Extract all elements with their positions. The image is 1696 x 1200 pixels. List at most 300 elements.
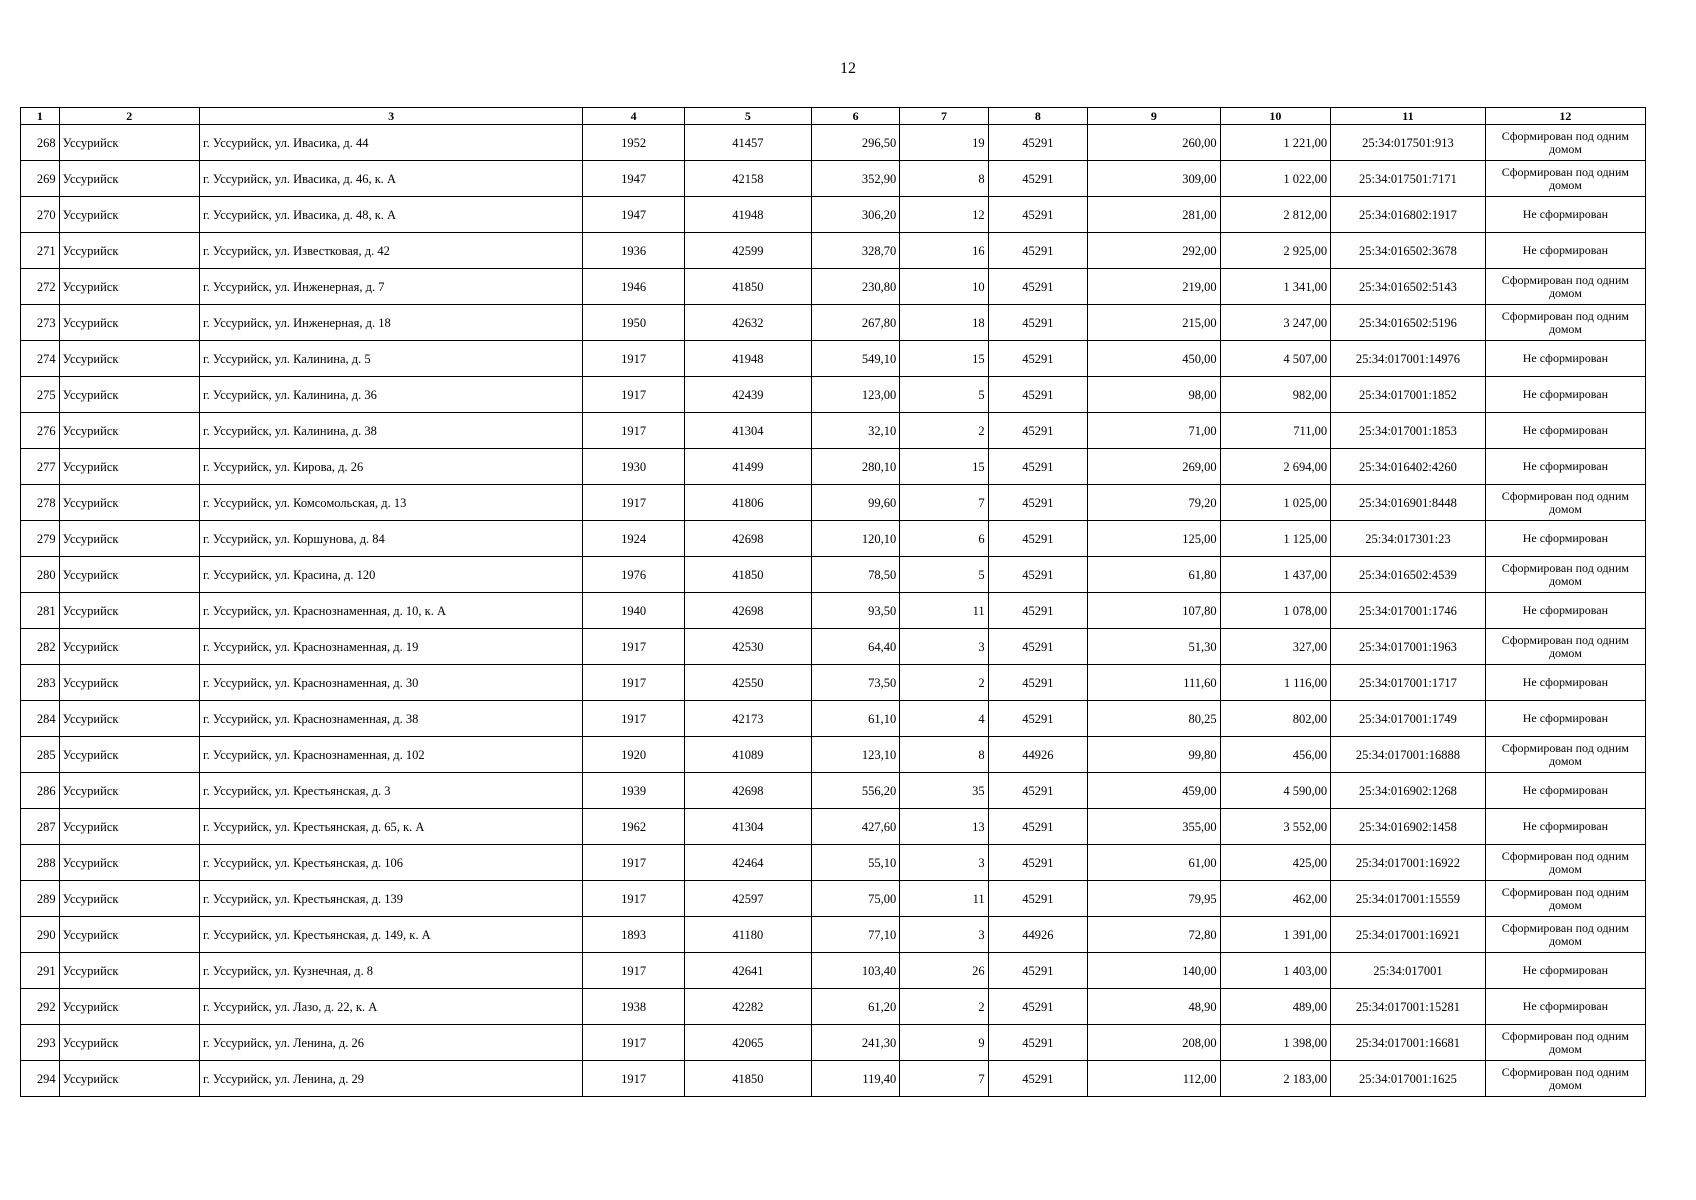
cell-code-5: 42632 — [684, 305, 811, 341]
column-header-10: 10 — [1220, 108, 1330, 125]
cell-value-10: 4 507,00 — [1220, 341, 1330, 377]
cell-address: г. Уссурийск, ул. Крестьянская, д. 139 — [199, 881, 582, 917]
cell-cadastral-number: 25:34:017501:7171 — [1331, 161, 1486, 197]
cell-area-6: 77,10 — [811, 917, 899, 953]
cell-cadastral-number: 25:34:016502:5196 — [1331, 305, 1486, 341]
cell-area-9: 140,00 — [1088, 953, 1221, 989]
cell-year: 1950 — [583, 305, 685, 341]
cell-row-number: 275 — [21, 377, 60, 413]
cell-row-number: 287 — [21, 809, 60, 845]
cell-value-10: 1 437,00 — [1220, 557, 1330, 593]
cell-code-5: 41304 — [684, 413, 811, 449]
cell-area-9: 79,95 — [1088, 881, 1221, 917]
table-row — [21, 341, 1646, 377]
cell-count-7: 19 — [900, 125, 988, 161]
cell-address: г. Уссурийск, ул. Коршунова, д. 84 — [199, 521, 582, 557]
cell-land-status: Сформирован под одним домом — [1485, 845, 1645, 881]
cell-address: г. Уссурийск, ул. Краснознаменная, д. 102 — [199, 737, 582, 773]
cell-count-7: 3 — [900, 917, 988, 953]
cell-year: 1920 — [583, 737, 685, 773]
cell-area-9: 281,00 — [1088, 197, 1221, 233]
cell-city: Уссурийск — [59, 593, 199, 629]
cell-city: Уссурийск — [59, 485, 199, 521]
cell-city: Уссурийск — [59, 737, 199, 773]
cell-area-6: 123,00 — [811, 377, 899, 413]
cell-cadastral-number: 25:34:016502:5143 — [1331, 269, 1486, 305]
cell-address: г. Уссурийск, ул. Краснознаменная, д. 10, к. А — [199, 593, 582, 629]
cell-city: Уссурийск — [59, 701, 199, 737]
table-row — [21, 737, 1646, 773]
cell-city: Уссурийск — [59, 377, 199, 413]
cell-code-8: 45291 — [988, 269, 1087, 305]
column-header-3: 3 — [199, 108, 582, 125]
cell-code-8: 45291 — [988, 773, 1087, 809]
cell-code-5: 42599 — [684, 233, 811, 269]
cell-land-status: Сформирован под одним домом — [1485, 737, 1645, 773]
cell-city: Уссурийск — [59, 953, 199, 989]
cell-count-7: 8 — [900, 737, 988, 773]
cell-code-5: 41850 — [684, 269, 811, 305]
cell-address: г. Уссурийск, ул. Известковая, д. 42 — [199, 233, 582, 269]
cell-area-6: 296,50 — [811, 125, 899, 161]
table-row — [21, 773, 1646, 809]
table-body — [21, 125, 1646, 1097]
cell-code-5: 41806 — [684, 485, 811, 521]
cell-value-10: 2 812,00 — [1220, 197, 1330, 233]
cell-row-number: 269 — [21, 161, 60, 197]
cell-area-9: 260,00 — [1088, 125, 1221, 161]
cell-row-number: 285 — [21, 737, 60, 773]
cell-code-8: 45291 — [988, 305, 1087, 341]
cell-area-9: 112,00 — [1088, 1061, 1221, 1097]
cell-cadastral-number: 25:34:016902:1268 — [1331, 773, 1486, 809]
cell-area-9: 98,00 — [1088, 377, 1221, 413]
cell-city: Уссурийск — [59, 449, 199, 485]
cell-area-9: 71,00 — [1088, 413, 1221, 449]
cell-code-8: 45291 — [988, 485, 1087, 521]
table-row — [21, 809, 1646, 845]
cell-land-status: Сформирован под одним домом — [1485, 1061, 1645, 1097]
cell-year: 1939 — [583, 773, 685, 809]
cell-address: г. Уссурийск, ул. Крестьянская, д. 65, к. А — [199, 809, 582, 845]
cell-land-status: Сформирован под одним домом — [1485, 161, 1645, 197]
column-header-12: 12 — [1485, 108, 1645, 125]
cell-count-7: 6 — [900, 521, 988, 557]
cell-area-6: 119,40 — [811, 1061, 899, 1097]
cell-land-status: Сформирован под одним домом — [1485, 1025, 1645, 1061]
cell-land-status: Не сформирован — [1485, 665, 1645, 701]
cell-address: г. Уссурийск, ул. Ленина, д. 29 — [199, 1061, 582, 1097]
column-header-11: 11 — [1331, 108, 1486, 125]
cell-land-status: Сформирован под одним домом — [1485, 629, 1645, 665]
cell-count-7: 5 — [900, 377, 988, 413]
cell-year: 1917 — [583, 845, 685, 881]
cell-cadastral-number: 25:34:017001:14976 — [1331, 341, 1486, 377]
cell-address: г. Уссурийск, ул. Комсомольская, д. 13 — [199, 485, 582, 521]
cell-value-10: 711,00 — [1220, 413, 1330, 449]
cell-code-8: 45291 — [988, 953, 1087, 989]
cell-area-6: 123,10 — [811, 737, 899, 773]
cell-cadastral-number: 25:34:016901:8448 — [1331, 485, 1486, 521]
cell-city: Уссурийск — [59, 665, 199, 701]
cell-row-number: 268 — [21, 125, 60, 161]
cell-address: г. Уссурийск, ул. Калинина, д. 36 — [199, 377, 582, 413]
cell-address: г. Уссурийск, ул. Крестьянская, д. 106 — [199, 845, 582, 881]
cell-value-10: 1 078,00 — [1220, 593, 1330, 629]
cell-city: Уссурийск — [59, 1025, 199, 1061]
table-row — [21, 953, 1646, 989]
cell-year: 1946 — [583, 269, 685, 305]
cell-address: г. Уссурийск, ул. Ленина, д. 26 — [199, 1025, 582, 1061]
cell-row-number: 273 — [21, 305, 60, 341]
cell-code-5: 41499 — [684, 449, 811, 485]
cell-address: г. Уссурийск, ул. Лазо, д. 22, к. А — [199, 989, 582, 1025]
cell-cadastral-number: 25:34:017501:913 — [1331, 125, 1486, 161]
cell-area-6: 280,10 — [811, 449, 899, 485]
table-row — [21, 233, 1646, 269]
cell-land-status: Не сформирован — [1485, 341, 1645, 377]
cell-code-8: 45291 — [988, 665, 1087, 701]
cell-address: г. Уссурийск, ул. Кузнечная, д. 8 — [199, 953, 582, 989]
cell-code-8: 45291 — [988, 701, 1087, 737]
cell-land-status: Не сформирован — [1485, 413, 1645, 449]
table-row — [21, 197, 1646, 233]
cell-year: 1917 — [583, 1025, 685, 1061]
cell-cadastral-number: 25:34:016502:3678 — [1331, 233, 1486, 269]
cell-value-10: 1 403,00 — [1220, 953, 1330, 989]
cell-code-8: 45291 — [988, 881, 1087, 917]
cell-area-6: 78,50 — [811, 557, 899, 593]
cell-value-10: 462,00 — [1220, 881, 1330, 917]
cell-year: 1938 — [583, 989, 685, 1025]
cell-code-5: 42173 — [684, 701, 811, 737]
cell-count-7: 13 — [900, 809, 988, 845]
cell-code-5: 41850 — [684, 557, 811, 593]
table-row — [21, 917, 1646, 953]
cell-value-10: 2 183,00 — [1220, 1061, 1330, 1097]
table-row — [21, 305, 1646, 341]
cell-code-8: 44926 — [988, 917, 1087, 953]
cell-address: г. Уссурийск, ул. Краснознаменная, д. 38 — [199, 701, 582, 737]
cell-land-status: Не сформирован — [1485, 593, 1645, 629]
cell-land-status: Сформирован под одним домом — [1485, 917, 1645, 953]
cell-area-6: 427,60 — [811, 809, 899, 845]
cell-cadastral-number: 25:34:017001:1963 — [1331, 629, 1486, 665]
cell-year: 1962 — [583, 809, 685, 845]
cell-city: Уссурийск — [59, 557, 199, 593]
column-header-6: 6 — [811, 108, 899, 125]
cell-value-10: 802,00 — [1220, 701, 1330, 737]
table-row — [21, 557, 1646, 593]
cell-area-9: 269,00 — [1088, 449, 1221, 485]
cell-address: г. Уссурийск, ул. Инженерная, д. 18 — [199, 305, 582, 341]
cell-value-10: 1 022,00 — [1220, 161, 1330, 197]
cell-code-5: 42597 — [684, 881, 811, 917]
cell-code-5: 42439 — [684, 377, 811, 413]
cell-land-status: Не сформирован — [1485, 989, 1645, 1025]
cell-code-5: 41948 — [684, 341, 811, 377]
cell-area-9: 79,20 — [1088, 485, 1221, 521]
cell-area-9: 215,00 — [1088, 305, 1221, 341]
table-row — [21, 881, 1646, 917]
column-header-2: 2 — [59, 108, 199, 125]
cell-land-status: Сформирован под одним домом — [1485, 557, 1645, 593]
cell-row-number: 288 — [21, 845, 60, 881]
cell-year: 1976 — [583, 557, 685, 593]
cell-row-number: 271 — [21, 233, 60, 269]
cell-cadastral-number: 25:34:016802:1917 — [1331, 197, 1486, 233]
cell-area-6: 64,40 — [811, 629, 899, 665]
cell-address: г. Уссурийск, ул. Инженерная, д. 7 — [199, 269, 582, 305]
cell-year: 1917 — [583, 485, 685, 521]
cell-area-6: 549,10 — [811, 341, 899, 377]
cell-land-status: Не сформирован — [1485, 701, 1645, 737]
table-row — [21, 1025, 1646, 1061]
cell-city: Уссурийск — [59, 233, 199, 269]
cell-area-9: 107,80 — [1088, 593, 1221, 629]
cell-area-9: 99,80 — [1088, 737, 1221, 773]
cell-row-number: 282 — [21, 629, 60, 665]
column-header-9: 9 — [1088, 108, 1221, 125]
cell-count-7: 8 — [900, 161, 988, 197]
cell-code-8: 45291 — [988, 989, 1087, 1025]
cell-land-status: Сформирован под одним домом — [1485, 125, 1645, 161]
table-row — [21, 845, 1646, 881]
cell-area-6: 73,50 — [811, 665, 899, 701]
cell-address: г. Уссурийск, ул. Крестьянская, д. 3 — [199, 773, 582, 809]
cell-code-5: 42530 — [684, 629, 811, 665]
cell-year: 1893 — [583, 917, 685, 953]
table-row — [21, 413, 1646, 449]
cell-land-status: Не сформирован — [1485, 197, 1645, 233]
cell-code-8: 45291 — [988, 845, 1087, 881]
cell-row-number: 284 — [21, 701, 60, 737]
cell-land-status: Сформирован под одним домом — [1485, 305, 1645, 341]
cell-code-5: 41850 — [684, 1061, 811, 1097]
table-row — [21, 701, 1646, 737]
cell-count-7: 7 — [900, 1061, 988, 1097]
cell-count-7: 15 — [900, 341, 988, 377]
cell-area-6: 230,80 — [811, 269, 899, 305]
page-number: 12 — [840, 60, 856, 77]
cell-year: 1947 — [583, 197, 685, 233]
table-row — [21, 521, 1646, 557]
table-row — [21, 449, 1646, 485]
cell-year: 1947 — [583, 161, 685, 197]
cell-row-number: 289 — [21, 881, 60, 917]
cell-code-8: 45291 — [988, 1025, 1087, 1061]
cell-code-5: 41304 — [684, 809, 811, 845]
cell-row-number: 278 — [21, 485, 60, 521]
cell-area-6: 61,10 — [811, 701, 899, 737]
cell-area-6: 120,10 — [811, 521, 899, 557]
cell-land-status: Не сформирован — [1485, 233, 1645, 269]
cell-code-8: 45291 — [988, 629, 1087, 665]
cell-cadastral-number: 25:34:017001:1717 — [1331, 665, 1486, 701]
cell-address: г. Уссурийск, ул. Калинина, д. 5 — [199, 341, 582, 377]
cell-value-10: 1 025,00 — [1220, 485, 1330, 521]
cell-row-number: 272 — [21, 269, 60, 305]
cell-row-number: 277 — [21, 449, 60, 485]
cell-land-status: Сформирован под одним домом — [1485, 881, 1645, 917]
cell-row-number: 283 — [21, 665, 60, 701]
cell-code-8: 45291 — [988, 521, 1087, 557]
cell-count-7: 3 — [900, 845, 988, 881]
cell-count-7: 18 — [900, 305, 988, 341]
cell-code-8: 45291 — [988, 161, 1087, 197]
cell-count-7: 2 — [900, 665, 988, 701]
cell-row-number: 292 — [21, 989, 60, 1025]
cell-area-6: 61,20 — [811, 989, 899, 1025]
cell-year: 1917 — [583, 341, 685, 377]
cell-land-status: Не сформирован — [1485, 449, 1645, 485]
cell-address: г. Уссурийск, ул. Краснознаменная, д. 30 — [199, 665, 582, 701]
cell-cadastral-number: 25:34:016402:4260 — [1331, 449, 1486, 485]
cell-area-9: 208,00 — [1088, 1025, 1221, 1061]
cell-row-number: 294 — [21, 1061, 60, 1097]
cell-code-8: 45291 — [988, 197, 1087, 233]
cell-value-10: 489,00 — [1220, 989, 1330, 1025]
cell-area-9: 219,00 — [1088, 269, 1221, 305]
column-header-4: 4 — [583, 108, 685, 125]
cell-city: Уссурийск — [59, 845, 199, 881]
cell-land-status: Сформирован под одним домом — [1485, 269, 1645, 305]
cell-code-5: 41457 — [684, 125, 811, 161]
table-row — [21, 377, 1646, 413]
cell-year: 1917 — [583, 629, 685, 665]
cell-row-number: 280 — [21, 557, 60, 593]
cell-city: Уссурийск — [59, 413, 199, 449]
cell-cadastral-number: 25:34:017001:1852 — [1331, 377, 1486, 413]
cell-cadastral-number: 25:34:017001:16922 — [1331, 845, 1486, 881]
table-row — [21, 125, 1646, 161]
cell-count-7: 10 — [900, 269, 988, 305]
cell-code-8: 45291 — [988, 557, 1087, 593]
cell-area-9: 48,90 — [1088, 989, 1221, 1025]
table-row — [21, 989, 1646, 1025]
cell-area-9: 51,30 — [1088, 629, 1221, 665]
cell-value-10: 3 552,00 — [1220, 809, 1330, 845]
cell-cadastral-number: 25:34:017001:1749 — [1331, 701, 1486, 737]
cell-count-7: 5 — [900, 557, 988, 593]
cell-row-number: 293 — [21, 1025, 60, 1061]
cell-code-5: 41089 — [684, 737, 811, 773]
cell-value-10: 456,00 — [1220, 737, 1330, 773]
cell-city: Уссурийск — [59, 989, 199, 1025]
cell-area-9: 125,00 — [1088, 521, 1221, 557]
cell-area-6: 241,30 — [811, 1025, 899, 1061]
cell-area-9: 111,60 — [1088, 665, 1221, 701]
cell-cadastral-number: 25:34:017301:23 — [1331, 521, 1486, 557]
cell-count-7: 35 — [900, 773, 988, 809]
table-row — [21, 161, 1646, 197]
cell-land-status: Не сформирован — [1485, 521, 1645, 557]
cell-count-7: 4 — [900, 701, 988, 737]
cell-year: 1917 — [583, 701, 685, 737]
cell-city: Уссурийск — [59, 197, 199, 233]
cell-code-8: 45291 — [988, 809, 1087, 845]
cell-area-6: 103,40 — [811, 953, 899, 989]
cell-row-number: 281 — [21, 593, 60, 629]
cell-value-10: 3 247,00 — [1220, 305, 1330, 341]
cell-code-5: 42641 — [684, 953, 811, 989]
cell-code-8: 45291 — [988, 377, 1087, 413]
cell-land-status: Не сформирован — [1485, 773, 1645, 809]
cell-row-number: 290 — [21, 917, 60, 953]
cell-row-number: 274 — [21, 341, 60, 377]
table-row — [21, 1061, 1646, 1097]
cell-area-6: 55,10 — [811, 845, 899, 881]
cell-cadastral-number: 25:34:017001:16681 — [1331, 1025, 1486, 1061]
cell-code-5: 42550 — [684, 665, 811, 701]
cell-year: 1936 — [583, 233, 685, 269]
table-row — [21, 485, 1646, 521]
cell-area-6: 352,90 — [811, 161, 899, 197]
cell-city: Уссурийск — [59, 809, 199, 845]
cell-area-9: 355,00 — [1088, 809, 1221, 845]
cell-year: 1917 — [583, 881, 685, 917]
cell-count-7: 9 — [900, 1025, 988, 1061]
cell-area-9: 309,00 — [1088, 161, 1221, 197]
cell-value-10: 1 391,00 — [1220, 917, 1330, 953]
cell-area-6: 267,80 — [811, 305, 899, 341]
cell-address: г. Уссурийск, ул. Ивасика, д. 48, к. А — [199, 197, 582, 233]
cell-code-8: 45291 — [988, 593, 1087, 629]
cell-year: 1917 — [583, 665, 685, 701]
cell-cadastral-number: 25:34:017001:1625 — [1331, 1061, 1486, 1097]
cell-address: г. Уссурийск, ул. Калинина, д. 38 — [199, 413, 582, 449]
cell-count-7: 2 — [900, 989, 988, 1025]
cell-city: Уссурийск — [59, 341, 199, 377]
cell-city: Уссурийск — [59, 161, 199, 197]
cell-value-10: 1 125,00 — [1220, 521, 1330, 557]
cell-count-7: 11 — [900, 881, 988, 917]
cell-cadastral-number: 25:34:017001:15559 — [1331, 881, 1486, 917]
table-row — [21, 269, 1646, 305]
cell-code-8: 45291 — [988, 341, 1087, 377]
cell-city: Уссурийск — [59, 125, 199, 161]
cell-value-10: 327,00 — [1220, 629, 1330, 665]
cell-address: г. Уссурийск, ул. Ивасика, д. 44 — [199, 125, 582, 161]
column-header-5: 5 — [684, 108, 811, 125]
cell-address: г. Уссурийск, ул. Крестьянская, д. 149, к. А — [199, 917, 582, 953]
cell-land-status: Сформирован под одним домом — [1485, 485, 1645, 521]
cell-value-10: 1 341,00 — [1220, 269, 1330, 305]
cell-row-number: 276 — [21, 413, 60, 449]
table-row — [21, 665, 1646, 701]
cell-area-9: 292,00 — [1088, 233, 1221, 269]
cell-cadastral-number: 25:34:017001 — [1331, 953, 1486, 989]
cell-area-6: 75,00 — [811, 881, 899, 917]
cell-year: 1917 — [583, 413, 685, 449]
cell-address: г. Уссурийск, ул. Кирова, д. 26 — [199, 449, 582, 485]
cell-count-7: 15 — [900, 449, 988, 485]
cell-cadastral-number: 25:34:016502:4539 — [1331, 557, 1486, 593]
cell-year: 1940 — [583, 593, 685, 629]
cell-code-5: 41180 — [684, 917, 811, 953]
cell-address: г. Уссурийск, ул. Краснознаменная, д. 19 — [199, 629, 582, 665]
cell-value-10: 1 116,00 — [1220, 665, 1330, 701]
cell-city: Уссурийск — [59, 629, 199, 665]
cell-code-5: 41948 — [684, 197, 811, 233]
cell-address: г. Уссурийск, ул. Ивасика, д. 46, к. А — [199, 161, 582, 197]
column-header-7: 7 — [900, 108, 988, 125]
cell-code-8: 45291 — [988, 413, 1087, 449]
cell-code-8: 44926 — [988, 737, 1087, 773]
cell-code-8: 45291 — [988, 1061, 1087, 1097]
table-row — [21, 629, 1646, 665]
cell-cadastral-number: 25:34:017001:16888 — [1331, 737, 1486, 773]
